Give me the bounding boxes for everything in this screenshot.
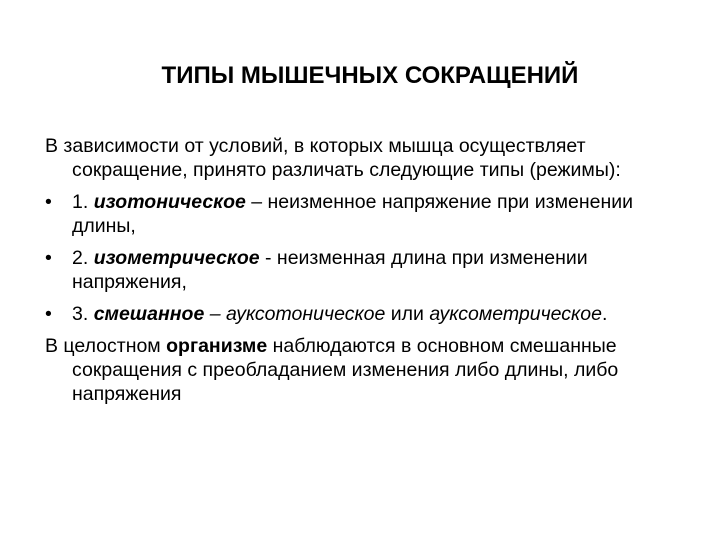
slide-body xyxy=(45,134,695,414)
list-item-isotonic xyxy=(45,190,695,238)
item-dash: – xyxy=(245,191,268,213)
item-number: 1. xyxy=(72,191,89,213)
list-item-isometric xyxy=(45,246,695,294)
item-alt-term-2: ауксометрическое xyxy=(429,303,602,325)
item-end: . xyxy=(601,303,608,325)
bullet-icon: • xyxy=(45,191,52,213)
slide-title: ТИПЫ МЫШЕЧНЫХ СОКРАЩЕНИЙ xyxy=(161,62,579,89)
item-number: 3. xyxy=(72,303,89,325)
conclusion-prefix: В целостном xyxy=(45,335,167,357)
bullet-icon: • xyxy=(45,303,52,325)
conclusion-suffix: наблюдаются в основном смешанные сокращения с преобладанием изменения либо длины, либо напряжения xyxy=(72,335,619,405)
item-dash: – xyxy=(204,303,226,325)
item-or: или xyxy=(385,303,430,325)
intro-paragraph: В зависимости от условий, в которых мышца осуществляет сокращение, принято различать следующие типы (режимы): xyxy=(45,135,621,181)
bullet-icon: • xyxy=(45,247,52,269)
item-term: смешанное xyxy=(93,303,205,325)
conclusion-bold-term: организме xyxy=(166,335,268,357)
list-item-mixed xyxy=(45,302,695,326)
item-term: изометрическое xyxy=(93,247,260,269)
conclusion-paragraph xyxy=(45,334,695,406)
item-term: изотоническое xyxy=(93,191,246,213)
item-description: неизменная длина при изменении напряжения, xyxy=(72,247,588,293)
item-number: 2. xyxy=(72,247,89,269)
item-alt-term-1: ауксотоническое xyxy=(226,303,386,325)
item-description: неизменное напряжение при изменении длины, xyxy=(72,191,633,237)
item-dash: - xyxy=(259,247,277,269)
